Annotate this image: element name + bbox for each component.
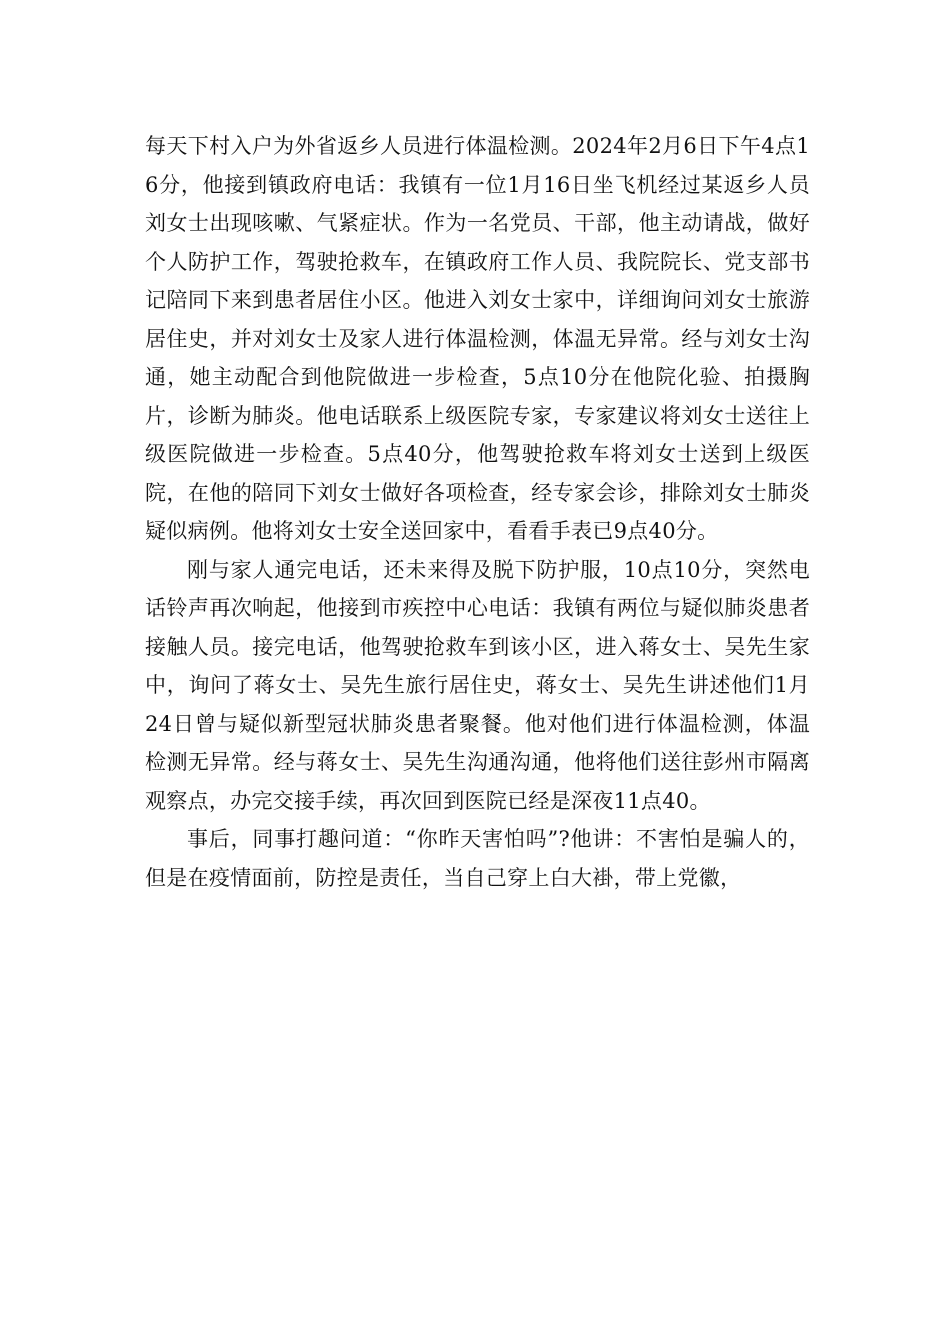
document-body — [145, 127, 810, 897]
paragraph-2: 刚与家人通完电话，还未来得及脱下防护服，10点10分，突然电话铃声再次响起，他接到市疾控中心电话：我镇有两位与疑似肺炎患者接触人员。接完电话，他驾驶抢救车到该小区，进入蒋女士、吴先生家中，询问了蒋女士、吴先生旅行居住史，蒋女士、吴先生讲述他们1月24日曾与疑似新型冠状肺炎患者聚餐。他对他们进行体温检测，体温检测无异常。经与蒋女士、吴先生沟通沟通，他将他们送往彭州市隔离观察点，办完交接手续，再次回到医院已经是深夜11点40。 — [145, 557, 810, 813]
paragraph-3: 事后，同事打趣问道：“你昨天害怕吗”?他讲：不害怕是骗人的，但是在疫情面前，防控是责任，当自己穿上白大褂，带上党徽， — [145, 827, 810, 890]
paragraph-1: 每天下村入户为外省返乡人员进行体温检测。2024年2月6日下午4点16分，他接到镇政府电话：我镇有一位1月16日坐飞机经过某返乡人员刘女士出现咳嗽、气紧症状。作为一名党员、干部，他主动请战，做好个人防护工作，驾驶抢救车，在镇政府工作人员、我院院长、党支部书记陪同下来到患者居住小区。他进入刘女士家中，详细询问刘女士旅游居住史，并对刘女士及家人进行体温检测，体温无异常。经与刘女士沟通，她主动配合到他院做进一步检查，5点10分在他院化验、拍摄胸片，诊断为肺炎。他电话联系上级医院专家，专家建议将刘女士送往上级医院做进一步检查。5点40分，他驾驶抢救车将刘女士送到上级医院，在他的陪同下刘女士做好各项检查，经专家会诊，排除刘女士肺炎疑似病例。他将刘女士安全送回家中，看看手表已9点40分。 — [145, 134, 810, 543]
